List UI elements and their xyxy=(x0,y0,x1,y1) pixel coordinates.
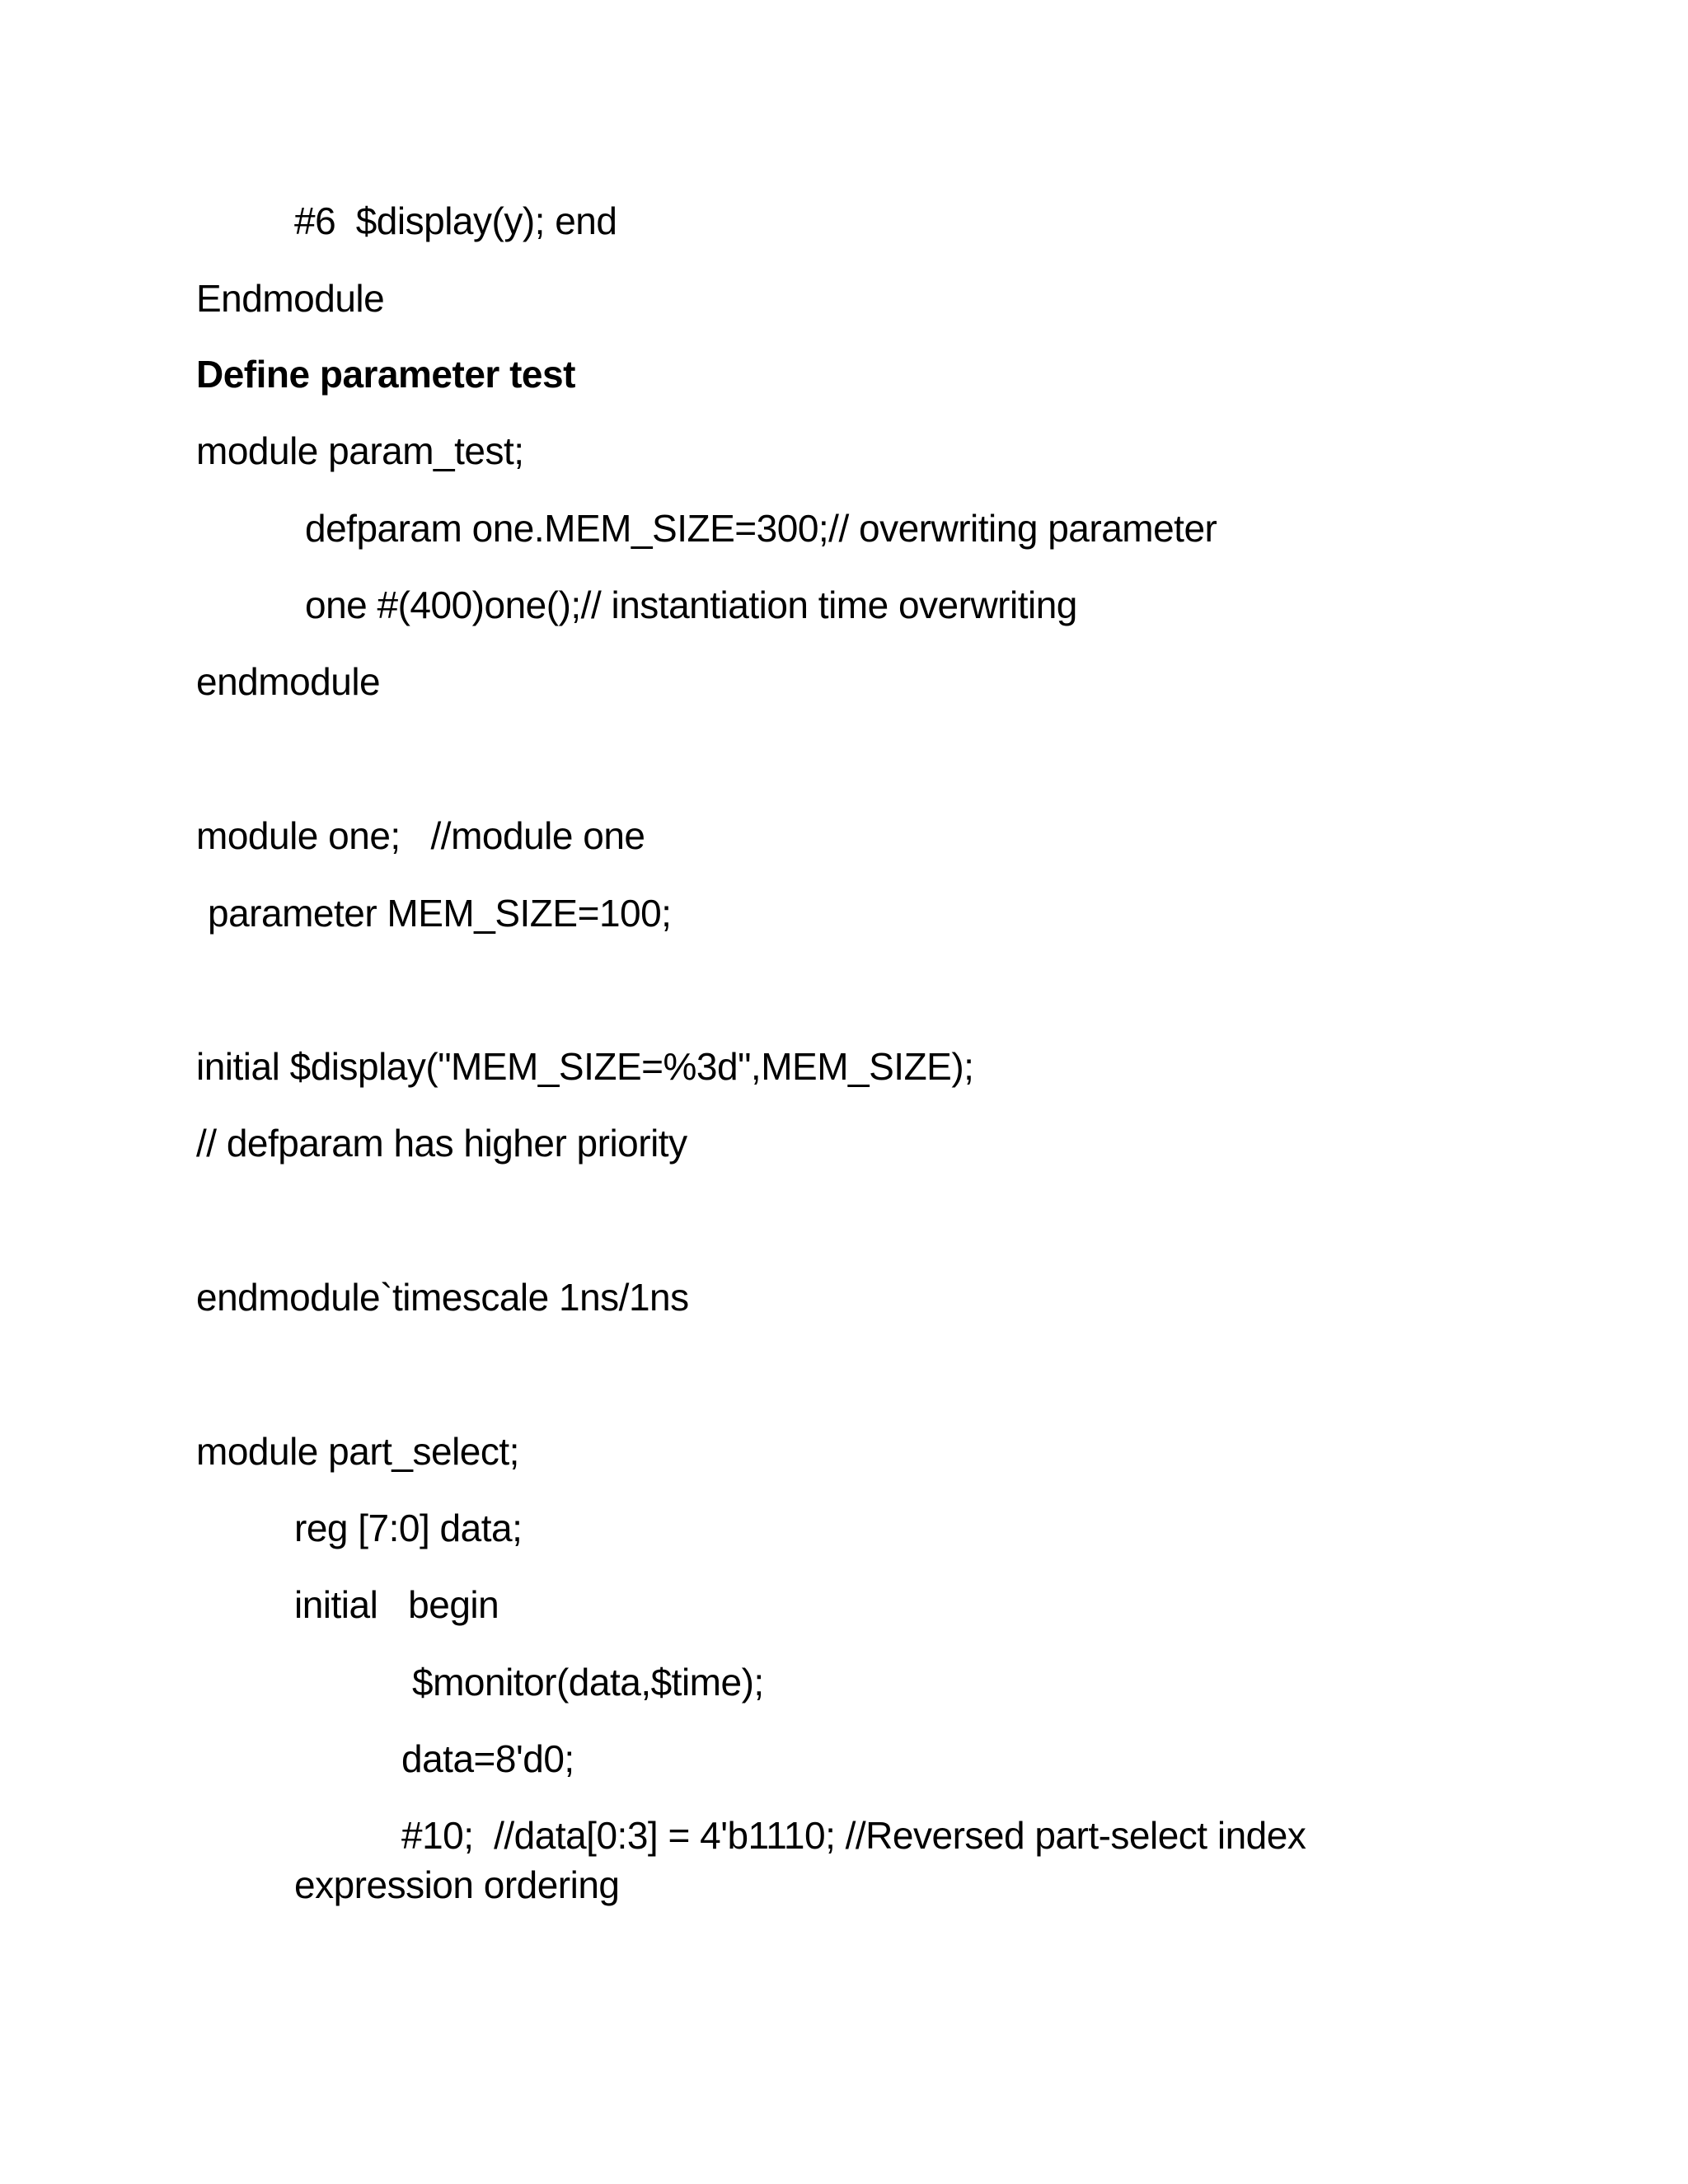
code-comment: // defparam has higher priority xyxy=(196,1122,687,1165)
code-line: #10; //data[0:3] = 4'b1110; //Reversed part-select index xyxy=(401,1814,1306,1857)
code-line: data=8'd0; xyxy=(401,1737,574,1780)
code-line: reg [7:0] data; xyxy=(294,1507,523,1549)
code-line: defparam one.MEM_SIZE=300;// overwriting parameter xyxy=(305,507,1217,550)
code-line: module one; //module one xyxy=(196,814,645,857)
code-line: module param_test; xyxy=(196,429,524,472)
code-line: module part_select; xyxy=(196,1430,519,1473)
section-heading: Define parameter test xyxy=(196,353,575,396)
code-line: endmodule xyxy=(196,660,381,703)
code-line: initial $display("MEM_SIZE=%3d",MEM_SIZE); xyxy=(196,1045,974,1088)
code-line: $monitor(data,$time); xyxy=(412,1661,764,1704)
code-line: #6 $display(y); end xyxy=(294,199,617,242)
code-line: parameter MEM_SIZE=100; xyxy=(208,892,672,935)
code-line: one #(400)one();// instantiation time overwriting xyxy=(305,583,1077,626)
code-line: endmodule`timescale 1ns/1ns xyxy=(196,1276,689,1319)
code-line: initial begin xyxy=(294,1583,499,1626)
code-line: Endmodule xyxy=(196,277,385,320)
code-line-continuation: expression ordering xyxy=(294,1863,620,1906)
